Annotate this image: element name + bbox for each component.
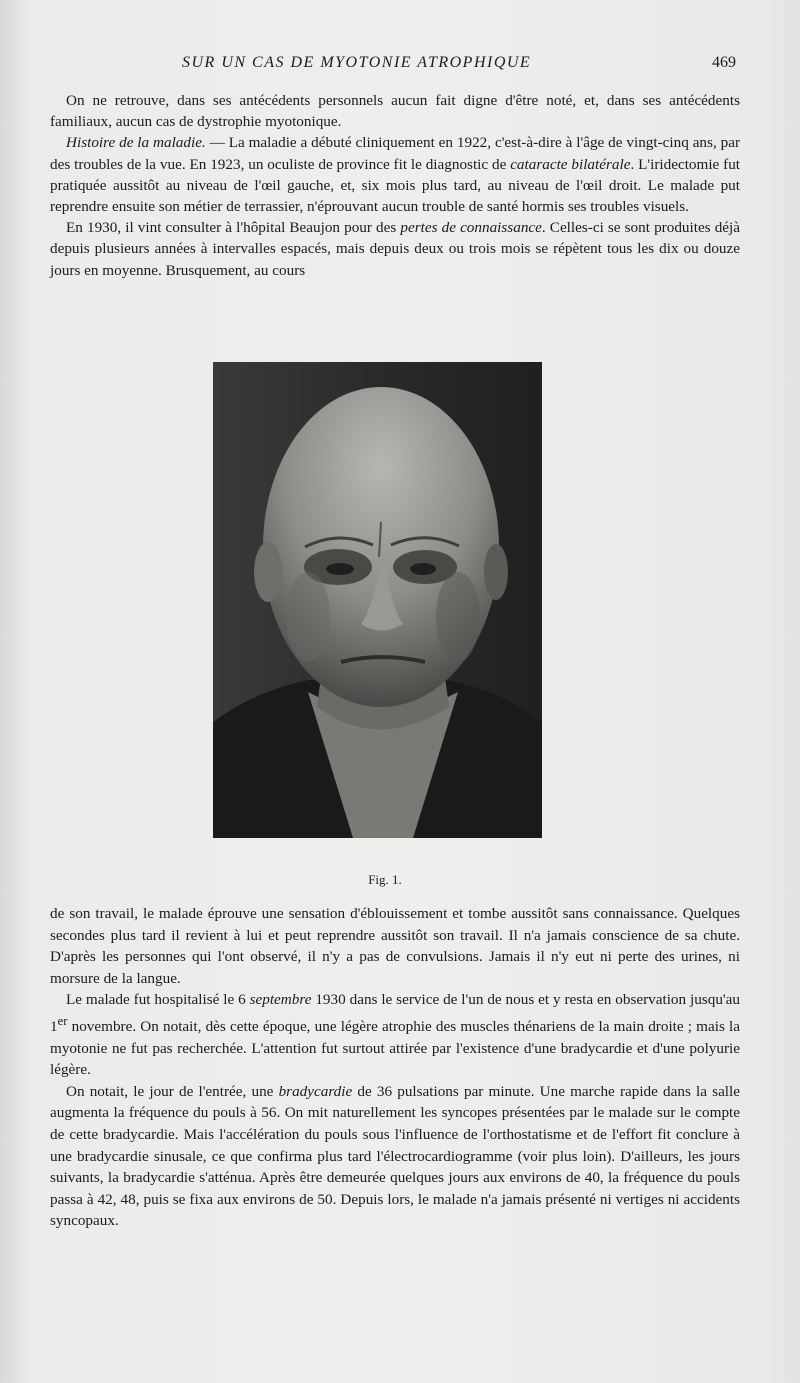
dash: — [205, 134, 229, 152]
paragraph-histoire [50, 132, 740, 217]
text-run: . Celles-ci se sont produites déjà depuis plusieurs années à intervalles espacés, mais depuis deux ou trois mois se répètent tous les dix ou douze jours en moyenne. Brusquement, au cours [50, 219, 740, 279]
emphasis: bradycardie [278, 1082, 353, 1100]
text-run: novembre. On notait, dès cette époque, une légère atrophie des muscles thénariens de la main droite ; mais la myotonie ne fut pas recherchée. L'attention fut surtout attirée par l'existence d'une bradycardie et d'une polyurie légère. [50, 1018, 740, 1079]
superscript: er [57, 1013, 68, 1028]
text-run: On notait, le jour de l'entrée, une [66, 1082, 279, 1100]
page-number: 469 [712, 54, 736, 71]
emphasis: septembre [249, 991, 312, 1009]
text-run: 1930 dans le service de l'un de nous et y resta en observation jusqu'au 1 [50, 991, 740, 1036]
emphasis: pertes de connaissance [400, 219, 542, 237]
figure-photograph [213, 362, 542, 838]
paragraph-continuation: de son travail, le malade éprouve une sensation d'éblouissement et tombe aussitôt sans connaissance. Quelques secondes plus tard il revient à lui et peut reprendre aussitôt son travail. Il n'a jamais conscience de sa chute. D'après les personnes qui l'ont observé, il n'y a pas de convulsions. Jamais il n'y eut ni perte des urines, ni morsure de la langue. [50, 905, 740, 987]
figure-caption: Fig. 1. [368, 872, 402, 887]
running-title: SUR UN CAS DE MYOTONIE ATROPHIQUE [182, 54, 532, 71]
section-heading: Histoire de la maladie. [66, 134, 206, 152]
paragraph-hospitalisation [50, 989, 740, 1080]
text-run: En 1930, il vint consulter à l'hôpital Beaujon pour des [66, 219, 401, 237]
page-header [48, 52, 738, 80]
text-run: . L'iridectomie fut pratiquée aussitôt au niveau de l'œil gauche, et, six mois plus tard, au niveau de l'œil droit. Le malade put reprendre ensuite son métier de terrassier, n'éprouvant aucun trouble de santé hormis ses troubles visuels. [50, 155, 741, 216]
body-text-top [50, 90, 740, 281]
text-run: Le malade fut hospitalisé le 6 [66, 991, 250, 1009]
emphasis: cataracte bilatérale [510, 155, 631, 173]
portrait-photo [213, 362, 542, 838]
body-text-bottom [50, 903, 740, 1232]
text-run: La maladie a débuté cliniquement en 1922, c'est-à-dire à l'âge de vingt-cinq ans, par des troubles de la vue. En 1923, un oculiste de province fit le diagnostic de [50, 134, 741, 173]
text-run: de 36 pulsations par minute. Une marche rapide dans la salle augmenta la fréquence du pouls à 56. On mit naturellement les syncopes présentées par le malade sur le compte de cette bradycardie. Mais l'accélération du pouls sous l'influence de l'orthostatisme et de l'effort fit conclure à une bradycardie sinusale, ce que confirma plus tard l'électrocardiogramme (voir plus loin). D'ailleurs, les jours suivants, la bradycardie s'atténua. Après être demeurée quelques jours aux environs de 40, la fréquence du pouls passa à 42, 48, puis se fixa aux environs de 50. Depuis lors, le malade n'a jamais présenté ni vertiges ni accidents syncopaux. [50, 1082, 740, 1230]
paragraph-bradycardie [50, 1081, 740, 1232]
paragraph-beaujon [50, 217, 740, 281]
paragraph-antecedents: On ne retrouve, dans ses antécédents personnels aucun fait digne d'être noté, et, dans ses antécédents familiaux, aucun cas de dystrophie myotonique. [50, 92, 740, 131]
